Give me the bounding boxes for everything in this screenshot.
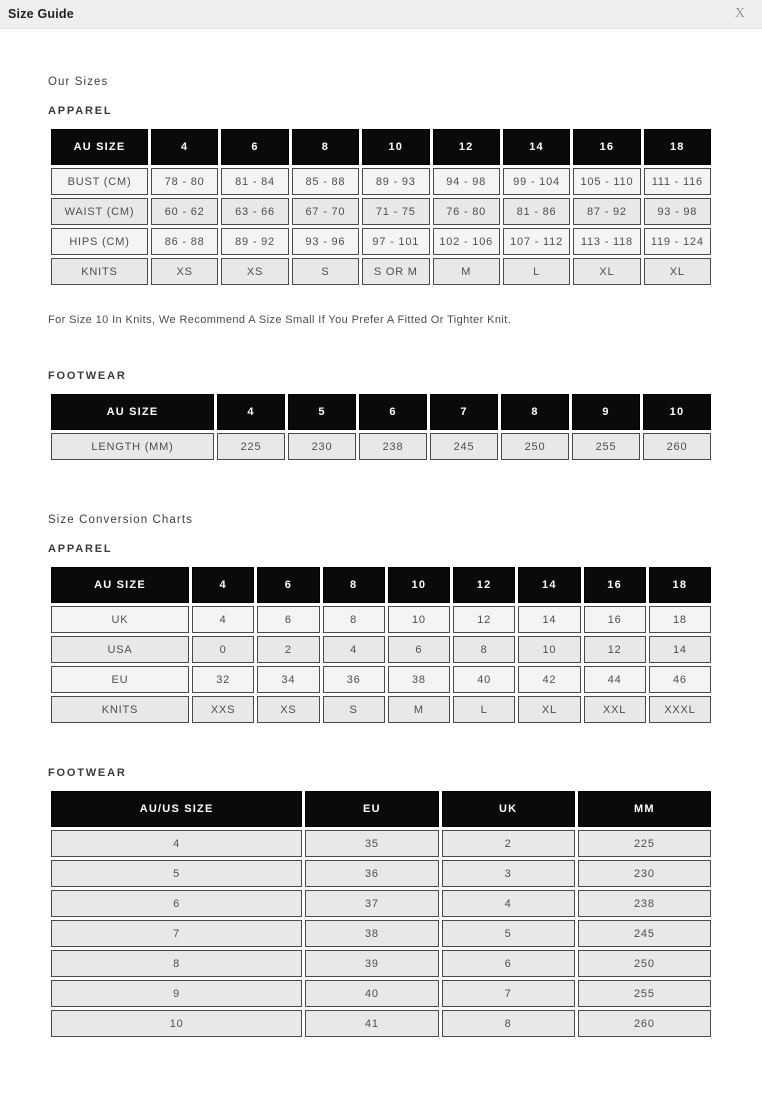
value-cell: 245 (578, 920, 711, 947)
value-cell: XL (518, 696, 580, 723)
header-label-cell: AU/US SIZE (51, 791, 302, 827)
value-cell: 8 (323, 606, 385, 633)
value-cell: 37 (305, 890, 438, 917)
value-cell: 260 (643, 433, 711, 460)
header-label-cell: AU SIZE (51, 129, 148, 165)
modal-header (0, 0, 762, 29)
value-cell: 99 - 104 (503, 168, 570, 195)
value-cell: XL (573, 258, 640, 285)
value-cell: 111 - 116 (644, 168, 711, 195)
value-cell: 81 - 84 (221, 168, 288, 195)
value-cell: 71 - 75 (362, 198, 429, 225)
value-cell: M (388, 696, 450, 723)
value-cell: 14 (649, 636, 711, 663)
table-row (51, 950, 711, 977)
value-cell: 6 (388, 636, 450, 663)
value-cell: 93 - 96 (292, 228, 359, 255)
row-label-cell: 10 (51, 1010, 302, 1037)
value-cell: 78 - 80 (151, 168, 218, 195)
value-cell: 255 (572, 433, 640, 460)
header-size-cell: 10 (643, 394, 711, 430)
header-size-cell: 6 (359, 394, 427, 430)
value-cell: XXXL (649, 696, 711, 723)
value-cell: 4 (192, 606, 254, 633)
header-size-cell: MM (578, 791, 711, 827)
table-row (51, 1010, 711, 1037)
value-cell: 4 (442, 890, 575, 917)
table-row (51, 666, 711, 693)
value-cell: 36 (323, 666, 385, 693)
row-label-cell: EU (51, 666, 189, 693)
value-cell: 18 (649, 606, 711, 633)
value-cell: 2 (442, 830, 575, 857)
table-header-row (51, 567, 711, 603)
modal-title: Size Guide (8, 7, 74, 21)
size-guide-content (0, 29, 762, 1080)
value-cell: 2 (257, 636, 319, 663)
value-cell: S (323, 696, 385, 723)
close-button[interactable] (731, 5, 749, 23)
value-cell: 40 (305, 980, 438, 1007)
row-label-cell: 6 (51, 890, 302, 917)
header-size-cell: 9 (572, 394, 640, 430)
table-row (51, 228, 711, 255)
value-cell: 225 (578, 830, 711, 857)
value-cell: 39 (305, 950, 438, 977)
value-cell: 86 - 88 (151, 228, 218, 255)
header-size-cell: 16 (584, 567, 646, 603)
value-cell: 63 - 66 (221, 198, 288, 225)
table-row (51, 258, 711, 285)
value-cell: 245 (430, 433, 498, 460)
value-cell: 0 (192, 636, 254, 663)
value-cell: S (292, 258, 359, 285)
row-label-cell: 4 (51, 830, 302, 857)
value-cell: 32 (192, 666, 254, 693)
value-cell: 46 (649, 666, 711, 693)
value-cell: 85 - 88 (292, 168, 359, 195)
row-label-cell: 8 (51, 950, 302, 977)
value-cell: 36 (305, 860, 438, 887)
value-cell: XS (221, 258, 288, 285)
value-cell: XL (644, 258, 711, 285)
header-size-cell: 14 (518, 567, 580, 603)
value-cell: 67 - 70 (292, 198, 359, 225)
value-cell: 42 (518, 666, 580, 693)
header-size-cell: UK (442, 791, 575, 827)
table-row (51, 198, 711, 225)
value-cell: 81 - 86 (503, 198, 570, 225)
table-header-row (51, 791, 711, 827)
conversion-footwear-table (48, 788, 714, 1040)
row-label-cell: LENGTH (MM) (51, 433, 214, 460)
value-cell: 10 (518, 636, 580, 663)
header-size-cell: 16 (573, 129, 640, 165)
value-cell: 102 - 106 (433, 228, 500, 255)
header-size-cell: 14 (503, 129, 570, 165)
header-size-cell: 5 (288, 394, 356, 430)
value-cell: 230 (578, 860, 711, 887)
value-cell: S OR M (362, 258, 429, 285)
value-cell: 35 (305, 830, 438, 857)
table-header-row (51, 129, 711, 165)
header-size-cell: 4 (192, 567, 254, 603)
row-label-cell: BUST (CM) (51, 168, 148, 195)
value-cell: 8 (442, 1010, 575, 1037)
value-cell: 225 (217, 433, 285, 460)
value-cell: 89 - 92 (221, 228, 288, 255)
our-sizes-apparel-heading: APPAREL (48, 105, 113, 117)
header-size-cell: 10 (362, 129, 429, 165)
value-cell: 6 (442, 950, 575, 977)
table-row (51, 860, 711, 887)
header-size-cell: 7 (430, 394, 498, 430)
value-cell: 16 (584, 606, 646, 633)
value-cell: M (433, 258, 500, 285)
table-row (51, 920, 711, 947)
table-row (51, 890, 711, 917)
row-label-cell: KNITS (51, 258, 148, 285)
value-cell: 250 (501, 433, 569, 460)
header-size-cell: 12 (453, 567, 515, 603)
value-cell: 89 - 93 (362, 168, 429, 195)
row-label-cell: 9 (51, 980, 302, 1007)
row-label-cell: 7 (51, 920, 302, 947)
value-cell: 238 (578, 890, 711, 917)
value-cell: 87 - 92 (573, 198, 640, 225)
header-size-cell: 18 (644, 129, 711, 165)
value-cell: 38 (388, 666, 450, 693)
value-cell: XXS (192, 696, 254, 723)
our-sizes-apparel-table (48, 126, 714, 288)
value-cell: 105 - 110 (573, 168, 640, 195)
value-cell: 230 (288, 433, 356, 460)
value-cell: 12 (584, 636, 646, 663)
table-row (51, 830, 711, 857)
table-row (51, 636, 711, 663)
value-cell: L (453, 696, 515, 723)
row-label-cell: 5 (51, 860, 302, 887)
table-header-row (51, 394, 711, 430)
table-row (51, 696, 711, 723)
header-size-cell: 4 (151, 129, 218, 165)
header-size-cell: 8 (292, 129, 359, 165)
conversion-apparel-heading: APPAREL (48, 543, 113, 555)
our-sizes-footwear-table (48, 391, 714, 463)
value-cell: 44 (584, 666, 646, 693)
conversion-apparel-table (48, 564, 714, 726)
conversion-footwear-heading: FOOTWEAR (48, 767, 127, 779)
table-row (51, 433, 711, 460)
value-cell: 7 (442, 980, 575, 1007)
value-cell: 255 (578, 980, 711, 1007)
value-cell: 34 (257, 666, 319, 693)
value-cell: XS (151, 258, 218, 285)
value-cell: 97 - 101 (362, 228, 429, 255)
row-label-cell: WAIST (CM) (51, 198, 148, 225)
value-cell: L (503, 258, 570, 285)
value-cell: 38 (305, 920, 438, 947)
value-cell: XXL (584, 696, 646, 723)
value-cell: 40 (453, 666, 515, 693)
value-cell: 5 (442, 920, 575, 947)
knit-note: For Size 10 In Knits, We Recommend A Size Small If You Prefer A Fitted Or Tighter Knit. (48, 314, 512, 326)
value-cell: 260 (578, 1010, 711, 1037)
header-size-cell: 8 (501, 394, 569, 430)
value-cell: 10 (388, 606, 450, 633)
header-size-cell: 10 (388, 567, 450, 603)
value-cell: 60 - 62 (151, 198, 218, 225)
value-cell: 119 - 124 (644, 228, 711, 255)
row-label-cell: KNITS (51, 696, 189, 723)
header-size-cell: 18 (649, 567, 711, 603)
header-size-cell: 4 (217, 394, 285, 430)
header-size-cell: 6 (257, 567, 319, 603)
value-cell: XS (257, 696, 319, 723)
value-cell: 238 (359, 433, 427, 460)
value-cell: 107 - 112 (503, 228, 570, 255)
value-cell: 76 - 80 (433, 198, 500, 225)
value-cell: 4 (323, 636, 385, 663)
value-cell: 93 - 98 (644, 198, 711, 225)
value-cell: 113 - 118 (573, 228, 640, 255)
row-label-cell: USA (51, 636, 189, 663)
value-cell: 14 (518, 606, 580, 633)
conversion-charts-label: Size Conversion Charts (48, 514, 194, 526)
value-cell: 8 (453, 636, 515, 663)
row-label-cell: UK (51, 606, 189, 633)
value-cell: 41 (305, 1010, 438, 1037)
header-label-cell: AU SIZE (51, 394, 214, 430)
our-sizes-label: Our Sizes (48, 76, 109, 88)
value-cell: 6 (257, 606, 319, 633)
row-label-cell: HIPS (CM) (51, 228, 148, 255)
header-size-cell: EU (305, 791, 438, 827)
value-cell: 3 (442, 860, 575, 887)
table-row (51, 606, 711, 633)
value-cell: 12 (453, 606, 515, 633)
our-sizes-footwear-heading: FOOTWEAR (48, 370, 127, 382)
table-row (51, 168, 711, 195)
value-cell: 250 (578, 950, 711, 977)
header-size-cell: 6 (221, 129, 288, 165)
header-label-cell: AU SIZE (51, 567, 189, 603)
table-row (51, 980, 711, 1007)
header-size-cell: 8 (323, 567, 385, 603)
header-size-cell: 12 (433, 129, 500, 165)
close-icon: X (734, 6, 745, 21)
value-cell: 94 - 98 (433, 168, 500, 195)
